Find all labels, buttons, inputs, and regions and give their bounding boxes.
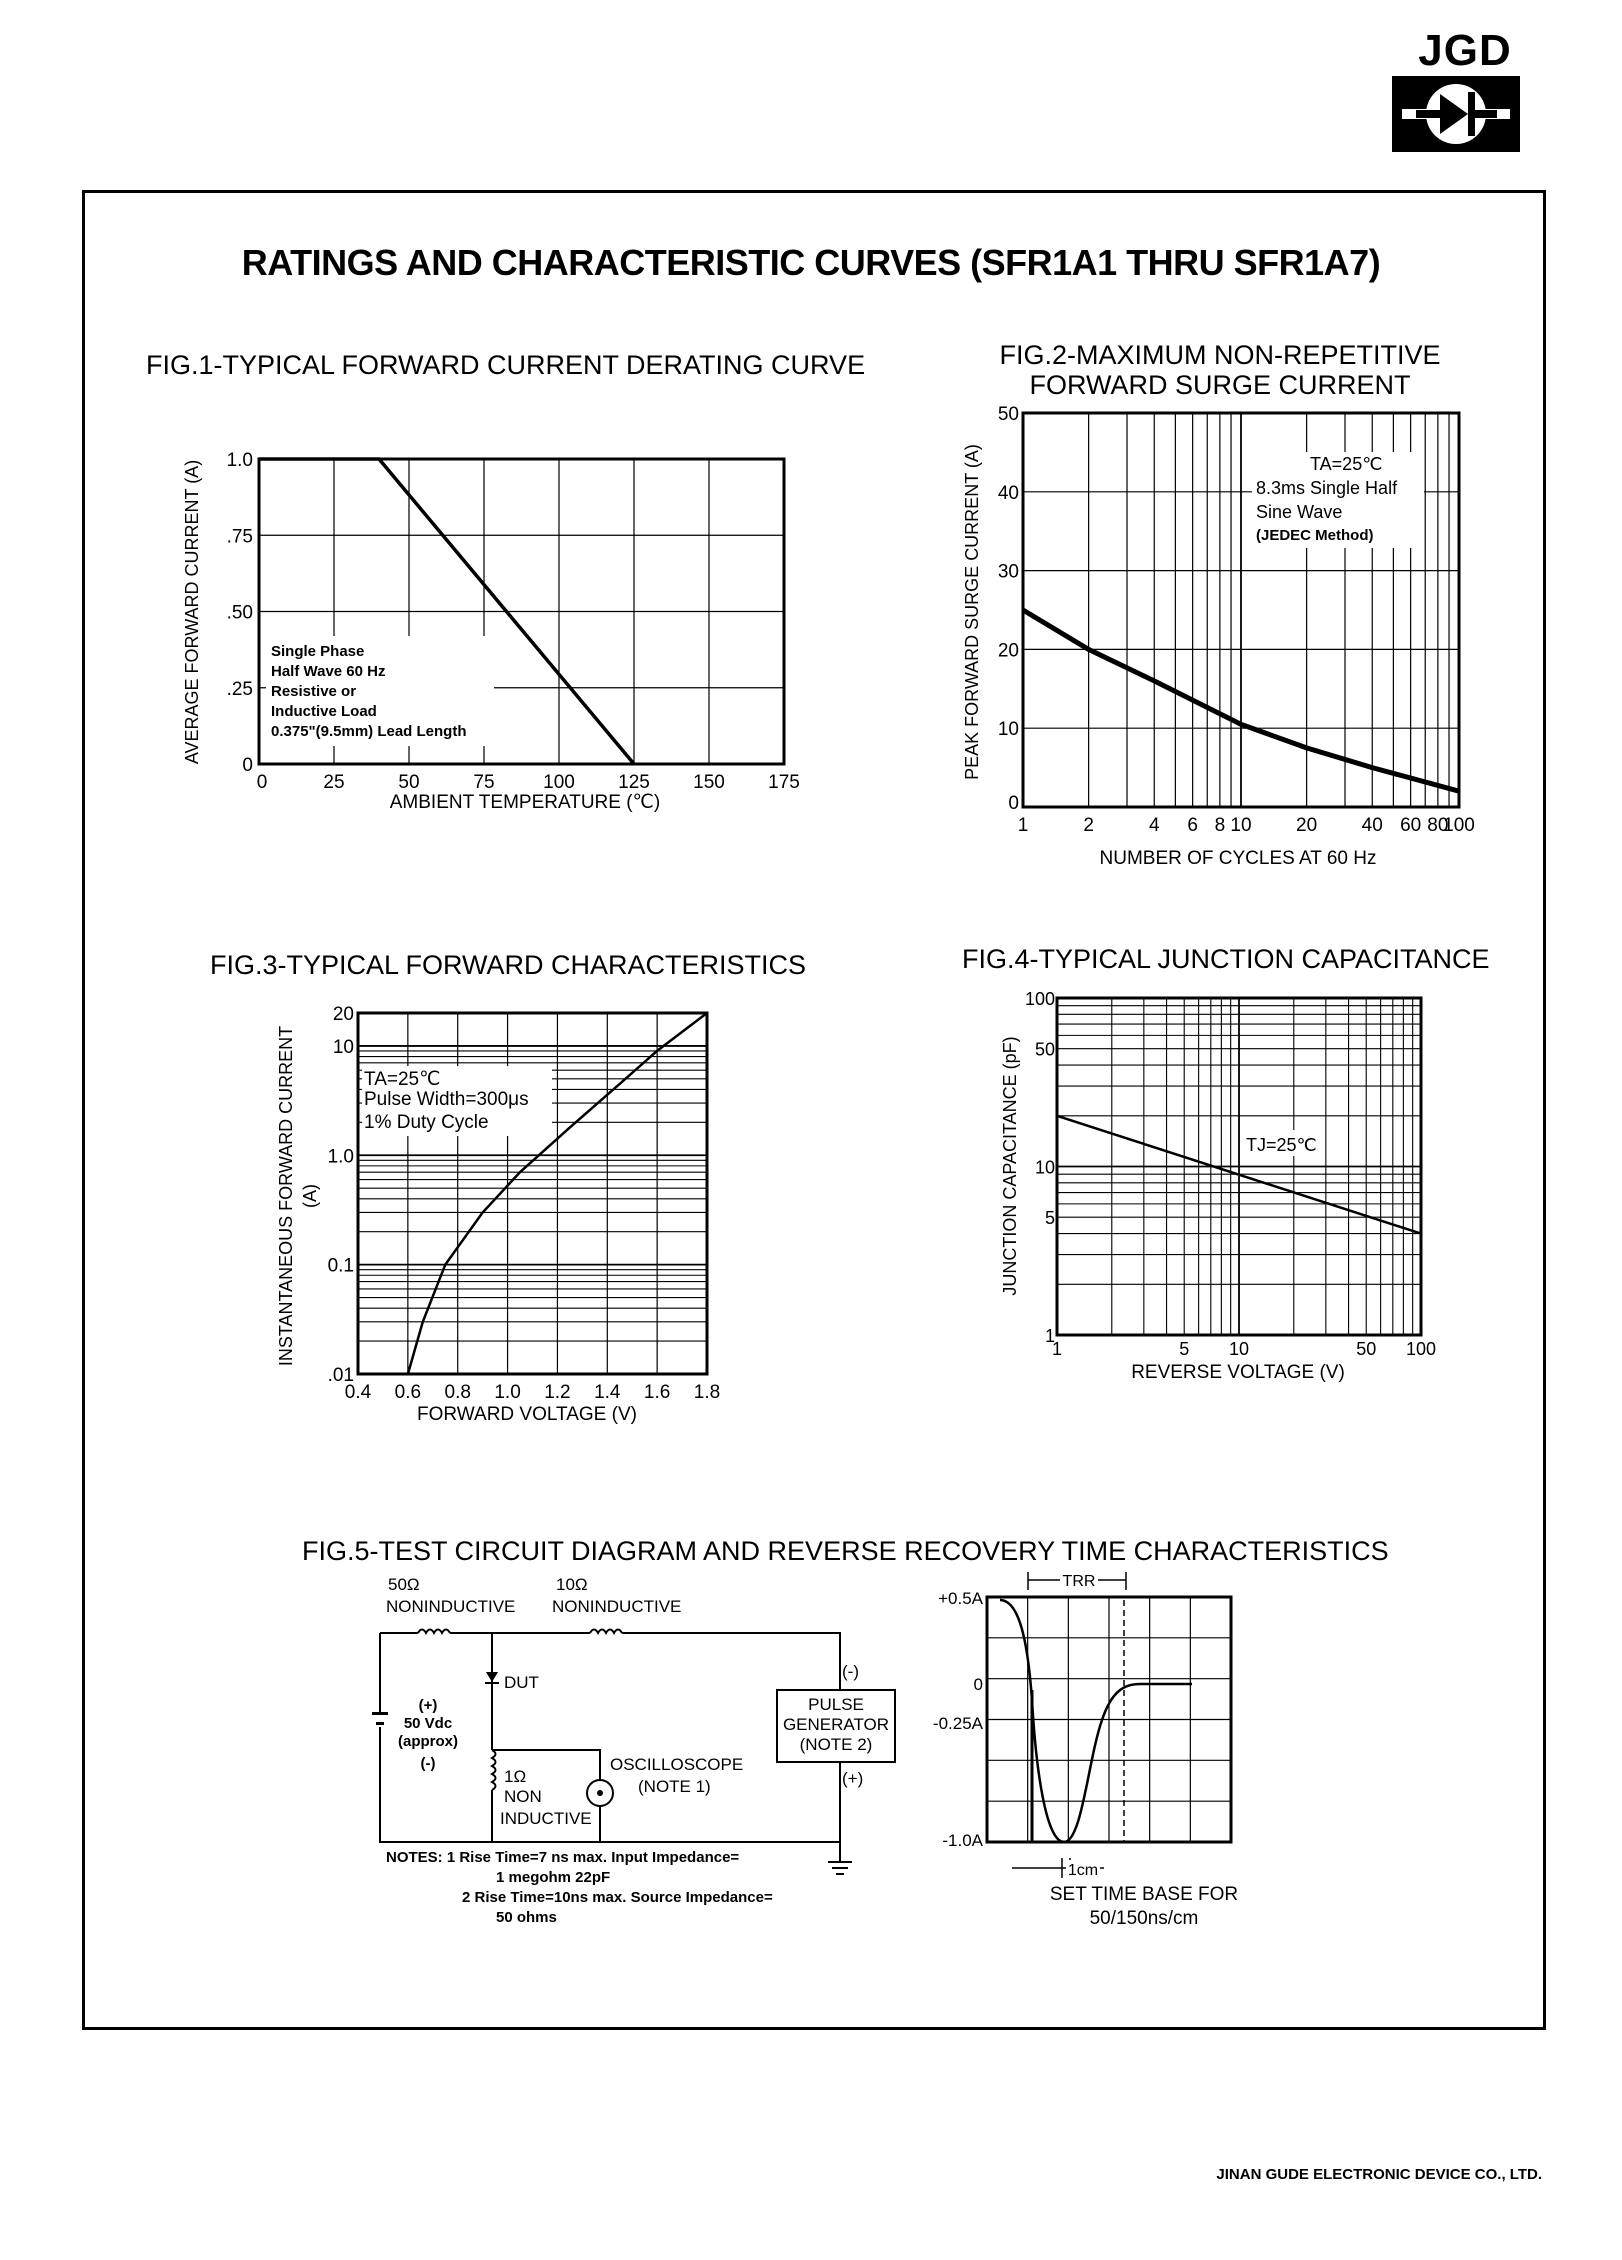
fig1-x-tick-label: 100 bbox=[543, 772, 575, 793]
fig5-y-tick-label-4: -1.0A bbox=[942, 1831, 983, 1850]
fig4-chart bbox=[990, 984, 1460, 1384]
fig4-y-tick-label: 5 bbox=[1044, 1208, 1055, 1229]
fig5-title: FIG.5-TEST CIRCUIT DIAGRAM AND REVERSE RECOVERY TIME CHARACTERISTICS bbox=[302, 1536, 1389, 1566]
fig1-y-tick-label: .50 bbox=[226, 602, 253, 624]
fig5-waveform-curve bbox=[1000, 1600, 1192, 1842]
fig1-title: FIG.1-TYPICAL FORWARD CURRENT DERATING CURVE bbox=[146, 350, 866, 380]
fig3-x-tick-label: 1.0 bbox=[494, 1382, 521, 1403]
fig2-title bbox=[920, 340, 1520, 400]
fig4-y-tick-label: 1 bbox=[1044, 1326, 1055, 1346]
r1-type: NONINDUCTIVE bbox=[386, 1597, 516, 1616]
fig1-annotation-3: Resistive or bbox=[271, 683, 357, 700]
fig1-x-tick-label: 25 bbox=[323, 772, 345, 793]
fig1-annotation-5: 0.375"(9.5mm) Lead Length bbox=[271, 723, 467, 740]
fig1-x-tick-label: 75 bbox=[473, 772, 495, 793]
fig1-annotation-1: Single Phase bbox=[271, 643, 365, 660]
fig1-x-tick-label: 0 bbox=[256, 772, 268, 793]
fig2-x-label: NUMBER OF CYCLES AT 60 Hz bbox=[1099, 848, 1377, 869]
fig2-y-label: PEAK FORWARD SURGE CURRENT (A) bbox=[962, 444, 982, 780]
fig2-y-tick-label: 50 bbox=[997, 404, 1019, 425]
fig1-x-tick-label: 125 bbox=[618, 772, 650, 793]
fig2-x-tick-label: 4 bbox=[1148, 815, 1160, 836]
fig2-y-tick-label: 40 bbox=[997, 482, 1019, 504]
fig2-y-tick-label: 0 bbox=[1008, 793, 1019, 814]
osc-line-2: (NOTE 1) bbox=[638, 1777, 711, 1796]
note-line-2: 1 megohm 22pF bbox=[496, 1869, 611, 1886]
fig1-chart bbox=[170, 430, 830, 830]
fig3-y-tick-label: .01 bbox=[327, 1365, 354, 1386]
fig2-x-tick-label: 10 bbox=[1230, 815, 1252, 836]
note-line-4: 50 ohms bbox=[496, 1909, 557, 1926]
fig5-y-tick-label-1: +0.5A bbox=[938, 1589, 983, 1608]
fig2-x-tick-label: 60 bbox=[1400, 815, 1422, 836]
fig5-trr-label: TRR bbox=[1062, 1573, 1096, 1590]
supply-line-3: (approx) bbox=[398, 1733, 458, 1750]
fig2-x-tick-label: 2 bbox=[1083, 815, 1094, 836]
fig4-x-tick-label: 50 bbox=[1356, 1339, 1377, 1359]
fig4-annotation-1: TJ=25℃ bbox=[1246, 1135, 1317, 1155]
r1-value: 50Ω bbox=[388, 1575, 420, 1594]
fig1-x-label: AMBIENT TEMPERATURE (℃) bbox=[389, 792, 661, 813]
footer-company: JINAN GUDE ELECTRONIC DEVICE CO., LTD. bbox=[1216, 2166, 1542, 2183]
r2-value: 10Ω bbox=[556, 1575, 588, 1594]
fig3-chart bbox=[260, 990, 760, 1430]
fig5-1cm-label: 1cm bbox=[1067, 1862, 1099, 1879]
r3-line-3: INDUCTIVE bbox=[500, 1809, 592, 1828]
ground-icon bbox=[828, 1862, 852, 1874]
fig1-annotation-4: Inductive Load bbox=[271, 703, 377, 720]
pulse-line-3: (NOTE 2) bbox=[799, 1735, 873, 1754]
fig3-annotation-3: 1% Duty Cycle bbox=[364, 1112, 489, 1133]
fig3-annotation-1: TA=25℃ bbox=[364, 1069, 441, 1090]
fig4-x-tick-label: 1 bbox=[1051, 1339, 1063, 1359]
fig5-waveform bbox=[900, 1560, 1300, 1940]
r3-line-2: NON bbox=[504, 1787, 542, 1806]
fig3-x-tick-label: 1.6 bbox=[643, 1382, 671, 1403]
fig3-x-tick-label: 0.6 bbox=[394, 1382, 422, 1403]
fig3-x-label: FORWARD VOLTAGE (V) bbox=[417, 1404, 637, 1425]
fig5-timebase-line-2: 50/150ns/cm bbox=[1089, 1908, 1199, 1929]
fig1-x-tick-label: 150 bbox=[693, 772, 725, 793]
fig4-x-tick-label: 5 bbox=[1179, 1339, 1190, 1359]
page-title: RATINGS AND CHARACTERISTIC CURVES (SFR1A1 THRU SFR1A7) bbox=[241, 242, 1381, 283]
fig3-y-label-line-1: INSTANTANEOUS FORWARD CURRENT bbox=[276, 1025, 296, 1367]
fig2-x-tick-label: 6 bbox=[1187, 815, 1198, 836]
fig1-y-tick-label: .25 bbox=[226, 678, 253, 700]
fig3-y-tick-label: 10 bbox=[332, 1036, 354, 1058]
fig3-x-ticks bbox=[345, 1382, 720, 1403]
fig1-x-tick-label: 50 bbox=[398, 772, 420, 793]
battery-plate-short-icon bbox=[376, 1722, 384, 1725]
fig4-x-tick-label: 10 bbox=[1228, 1339, 1250, 1359]
r3-line-1: 1Ω bbox=[504, 1767, 527, 1786]
fig4-title: FIG.4-TYPICAL JUNCTION CAPACITANCE bbox=[962, 944, 1490, 974]
fig1-x-ticks bbox=[257, 772, 800, 793]
supply-line-1: (+) bbox=[418, 1697, 438, 1714]
fig1-x-tick-label: 175 bbox=[768, 772, 800, 793]
fig3-x-tick-label: 0.8 bbox=[444, 1382, 471, 1403]
fig2-annotation-1: TA=25℃ bbox=[1310, 454, 1383, 474]
fig3-y-tick-label: 0.1 bbox=[327, 1255, 354, 1277]
fig4-y-tick-label: 10 bbox=[1034, 1157, 1055, 1178]
fig4-x-tick-label: 100 bbox=[1405, 1339, 1437, 1359]
fig5-y-tick-label-3: -0.25A bbox=[932, 1714, 983, 1733]
fig4-y-ticks bbox=[1025, 989, 1055, 1346]
fig4-y-tick-label: 50 bbox=[1034, 1039, 1055, 1060]
fig2-annotation-2: 8.3ms Single Half bbox=[1256, 478, 1398, 498]
fig1-y-ticks bbox=[227, 450, 253, 776]
fig2-x-ticks bbox=[1018, 815, 1475, 836]
pulse-line-1: PULSE bbox=[808, 1695, 864, 1714]
resistor-50-ohm-icon bbox=[418, 1630, 450, 1634]
fig2-x-tick-label: 80 bbox=[1427, 815, 1449, 836]
fig2-x-tick-label: 1 bbox=[1017, 815, 1029, 836]
r2-type: NONINDUCTIVE bbox=[552, 1597, 682, 1616]
fig4-y-tick-label: 100 bbox=[1024, 989, 1055, 1009]
supply-line-4: (-) bbox=[420, 1755, 436, 1772]
fig3-x-tick-label: 1.2 bbox=[544, 1382, 571, 1403]
pulse-line-2: GENERATOR bbox=[782, 1715, 890, 1734]
osc-line-1: OSCILLOSCOPE bbox=[610, 1755, 744, 1774]
fig4-y-label: JUNCTION CAPACITANCE (pF) bbox=[1000, 1036, 1020, 1296]
dut-diode-bar-icon bbox=[485, 1682, 499, 1684]
fig1-y-label: AVERAGE FORWARD CURRENT (A) bbox=[182, 459, 202, 765]
fig4-x-label: REVERSE VOLTAGE (V) bbox=[1131, 1362, 1345, 1383]
fig1-y-tick-label: 0 bbox=[242, 755, 253, 776]
fig2-x-tick-label: 8 bbox=[1214, 815, 1226, 836]
fig2-y-tick-label: 20 bbox=[997, 640, 1019, 662]
fig3-x-tick-label: 0.4 bbox=[344, 1382, 372, 1403]
fig2-chart bbox=[950, 400, 1510, 880]
battery-plate-long-icon bbox=[372, 1712, 388, 1715]
fig3-y-label-line-2: (A) bbox=[300, 1184, 320, 1208]
circuit-wire-top-right bbox=[622, 1633, 840, 1690]
note-line-1: NOTES: 1 Rise Time=7 ns max. Input Impedance= bbox=[386, 1849, 740, 1866]
fig2-y-tick-label: 30 bbox=[997, 561, 1019, 583]
pulse-minus: (-) bbox=[842, 1662, 859, 1681]
fig3-title: FIG.3-TYPICAL FORWARD CHARACTERISTICS bbox=[210, 950, 807, 980]
fig3-annotation-2: Pulse Width=300μs bbox=[364, 1089, 529, 1110]
pulse-plus: (+) bbox=[842, 1769, 864, 1788]
dut-diode-icon bbox=[486, 1672, 498, 1682]
fig3-y-ticks bbox=[328, 1004, 354, 1386]
fig1-annotation-2: Half Wave 60 Hz bbox=[271, 663, 386, 680]
fig3-y-tick-label: 20 bbox=[332, 1004, 354, 1025]
supply-line-2: 50 Vdc bbox=[403, 1715, 453, 1732]
fig2-title-line-1: FIG.2-MAXIMUM NON-REPETITIVE bbox=[999, 340, 1441, 370]
fig5-timebase-line-1: SET TIME BASE FOR bbox=[1049, 1884, 1239, 1905]
resistor-1-ohm-icon bbox=[492, 1750, 496, 1790]
dut-label: DUT bbox=[504, 1673, 539, 1692]
fig2-x-tick-label: 40 bbox=[1361, 815, 1383, 836]
oscilloscope-dot-icon bbox=[597, 1790, 603, 1796]
fig2-annotation-3: Sine Wave bbox=[1256, 502, 1343, 522]
fig2-annotation-4: (JEDEC Method) bbox=[1256, 527, 1374, 544]
note-line-3: 2 Rise Time=10ns max. Source Impedance= bbox=[462, 1889, 773, 1906]
brand-name: JGD bbox=[1418, 26, 1512, 75]
fig3-x-tick-label: 1.8 bbox=[693, 1382, 721, 1403]
fig2-y-ticks bbox=[998, 404, 1019, 814]
fig3-y-tick-label: 1.0 bbox=[327, 1146, 354, 1168]
fig3-x-tick-label: 1.4 bbox=[594, 1382, 621, 1403]
fig2-x-tick-label: 20 bbox=[1296, 815, 1318, 836]
resistor-10-ohm-icon bbox=[590, 1630, 622, 1634]
fig1-y-tick-label: 1.0 bbox=[226, 450, 253, 471]
fig4-x-ticks bbox=[1052, 1339, 1436, 1359]
brand-logo-icon bbox=[1392, 76, 1520, 152]
fig2-x-tick-label: 100 bbox=[1443, 815, 1475, 836]
fig5-circuit bbox=[370, 1560, 900, 1940]
fig1-y-tick-label: .75 bbox=[226, 526, 253, 548]
fig4-grid bbox=[1057, 998, 1421, 1335]
fig5-y-tick-label-2: 0 bbox=[973, 1675, 983, 1694]
fig2-y-tick-label: 10 bbox=[997, 719, 1019, 741]
fig2-title-line-2: FORWARD SURGE CURRENT bbox=[1029, 370, 1411, 400]
